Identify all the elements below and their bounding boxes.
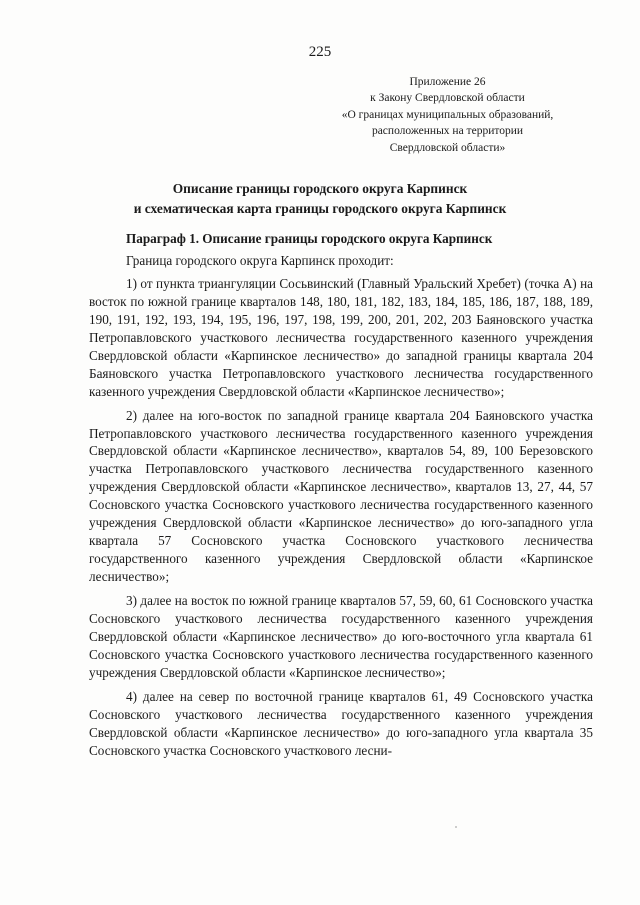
section-heading: Параграф 1. Описание границы городского округа Карпинск (126, 231, 493, 246)
page-number: 225 (308, 44, 332, 60)
appendix-line: к Закону Свердловской области (370, 92, 525, 105)
boundary-clause: 1) от пункта триангуляции Сосьвинский (Главный Уральский Хребет) (точка А) на восток по южной границе кварталов 148, 180, 181, 182, 183, 184, 185, 186, 187, 188, 189, 190, 191, 192, 193, 194, 195, 196, 197, 198, 199, 200, 201, 202, 203 Баяновского участка Петропавловского участкового лесничества государственного казенного учреждения Свердловской области «Карпинское лесничество» до западной границы квартала 204 Баяновского участка Петропавловского участкового лесничества государственного казенного учреждения Свердловской области «Карпинское лесничество»; (89, 275, 593, 399)
appendix-line: «О границах муниципальных образований, (341, 108, 554, 121)
section-intro: Граница городского округа Карпинск проходит: (126, 252, 394, 268)
document-title (80, 179, 560, 219)
title-line: и схематическая карта границы городского округа Карпинск (133, 201, 507, 216)
appendix-line: Свердловской области» (389, 141, 506, 154)
boundary-clause: 3) далее на восток по южной границе кварталов 57, 59, 60, 61 Сосновского участка Сосновского участкового лесничества государственного казенного учреждения Свердловской области «Карпинское лесничество» до юго-восточного угла квартала 61 Сосновского участка Сосновского участкового лесничества государственного казенного учреждения Свердловской области «Карпинское лесничество»; (89, 593, 593, 680)
document-body (89, 230, 593, 760)
appendix-line: Приложение 26 (409, 76, 486, 88)
appendix-line: расположенных на территории (371, 125, 524, 138)
title-line: Описание границы городского округа Карпинск (172, 181, 468, 196)
boundary-clause: 2) далее на юго-восток по западной границе квартала 204 Баяновского участка Петропавловского участкового лесничества государственного казенного учреждения Свердловской области «Карпинское лесничество», кварталов 54, 89, 100 Березовского участка Петропавловского участкового лесничества государственного казенного учреждения Свердловской области «Карпинское лесничество», кварталов 13, 27, 44, 57 Сосновского участка Сосновского участкового лесничества государственного казенного учреждения Свердловской области «Карпинское лесничество» до юго-западного угла квартала 57 Сосновского участка Сосновского участкового лесничества государственного казенного учреждения Свердловской области «Карпинское лесничество»; (89, 407, 593, 585)
scan-speck (455, 826, 457, 828)
boundary-clause: 4) далее на север по восточной границе кварталов 61, 49 Сосновского участка Сосновского участкового лесничества государственного казенного учреждения Свердловской области «Карпинское лесничество» до юго-западного угла квартала 35 Сосновского участка Сосновского участкового лесни- (89, 688, 593, 758)
appendix-reference (330, 74, 565, 156)
